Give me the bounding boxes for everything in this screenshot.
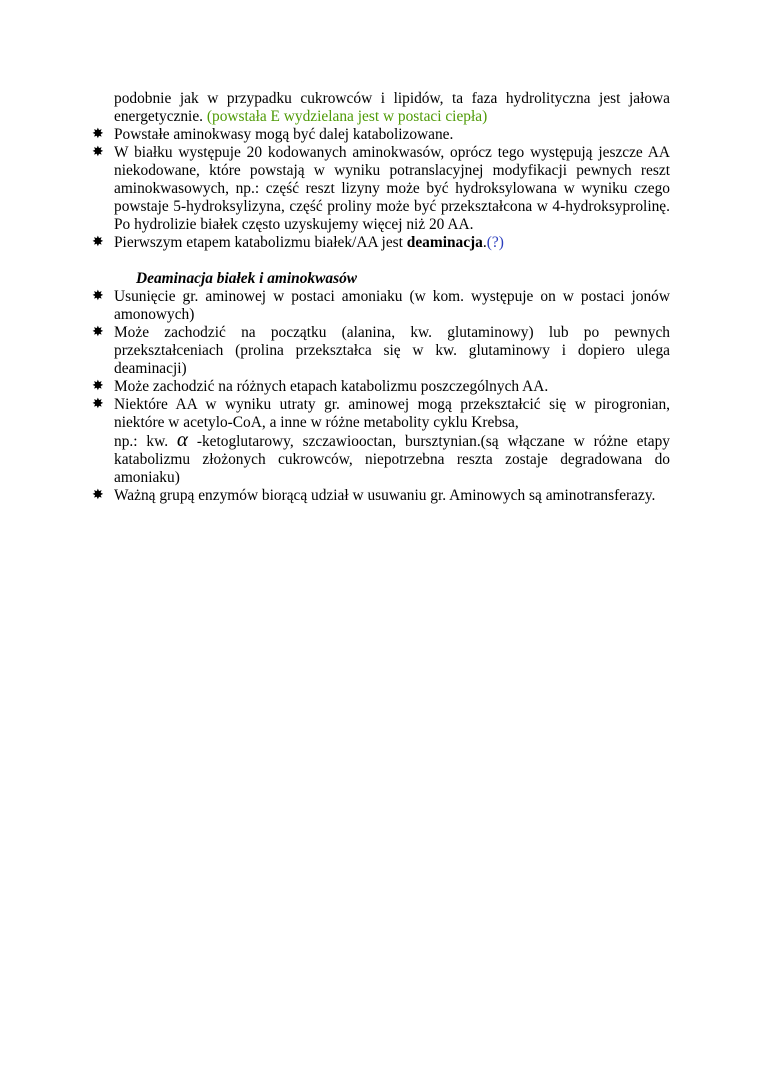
list-item-text: W białku występuje 20 kodowanych aminokwasów, oprócz tego występują jeszcze AA niekodowane, które powstają w wyniku potranslacyjnej modyfikacji pewnych reszt aminokwasowych, np.: część reszt lizyny może być hydroksylowana w wyniku czego powstaje 5-hydroksylizyna, część proliny może być przekształcona w 4-hydroksyprolinę. Po hydrolizie białek często uzyskujemy więcej niż 20 AA. — [114, 144, 670, 233]
bullet-icon: ✸ — [92, 379, 104, 394]
list-item-punct: . — [482, 234, 487, 251]
list-item — [92, 144, 670, 234]
intro-paragraph — [92, 90, 670, 126]
bullet-icon: ✸ — [92, 289, 104, 304]
deamination-term: deaminacja — [406, 234, 483, 251]
intro-note: (powstała E wydzielana jest w postaci ciepła) — [206, 108, 488, 125]
list-item — [92, 234, 670, 252]
list-item-text: Usunięcie gr. aminowej w postaci amoniaku (w kom. występuje on w postaci jonów amonowych) — [114, 288, 670, 323]
question-note: (?) — [486, 234, 504, 251]
list-item-text: Ważną grupą enzymów biorącą udział w usuwaniu gr. Aminowych są aminotransferazy. — [114, 487, 656, 504]
list-item — [92, 324, 670, 378]
bullet-icon: ✸ — [92, 235, 104, 250]
list-item-text: Może zachodzić na początku (alanina, kw. glutaminowy) lub po pewnych przekształceniach (prolina przekształca się w kw. glutaminowy i dopiero ulega deaminacji) — [114, 324, 670, 377]
bullet-icon: ✸ — [92, 145, 104, 160]
list-item — [92, 487, 670, 505]
list-item-text: Pierwszym etapem katabolizmu białek/AA jest — [114, 234, 407, 251]
list-item — [92, 378, 670, 396]
list-item-text: Może zachodzić na różnych etapach katabolizmu poszczególnych AA. — [114, 378, 549, 395]
document-body — [92, 90, 670, 505]
bullet-icon: ✸ — [92, 488, 104, 503]
alpha-symbol: α — [176, 427, 188, 451]
intro-text: podobnie jak w przypadku cukrowców i lipidów, ta faza hydrolityczna jest jałowa energetycznie. — [114, 90, 670, 125]
bullet-icon: ✸ — [92, 325, 104, 340]
list-item-text: Niektóre AA w wyniku utraty gr. aminowej mogą przekształcić się w pirogronian, niektóre w acetylo-CoA, a inne w różne metabolity cyklu Krebsa, — [114, 396, 670, 431]
section-heading: Deaminacja białek i aminokwasów — [136, 270, 358, 287]
list-item-text-cont: np.: kw. — [114, 433, 177, 450]
bullet-icon: ✸ — [92, 127, 104, 142]
list-item — [92, 396, 670, 487]
list-item-text-cont: -ketoglutarowy, szczawiooctan, bursztynian.(są włączane w różne etapy katabolizmu złożonych cukrowców, niepotrzebna reszta zostaje degradowana do amoniaku) — [114, 433, 670, 486]
list-item-text: Powstałe aminokwasy mogą być dalej katabolizowane. — [114, 126, 454, 143]
list-item — [92, 126, 670, 144]
bullet-icon: ✸ — [92, 397, 104, 412]
list-item — [92, 288, 670, 324]
